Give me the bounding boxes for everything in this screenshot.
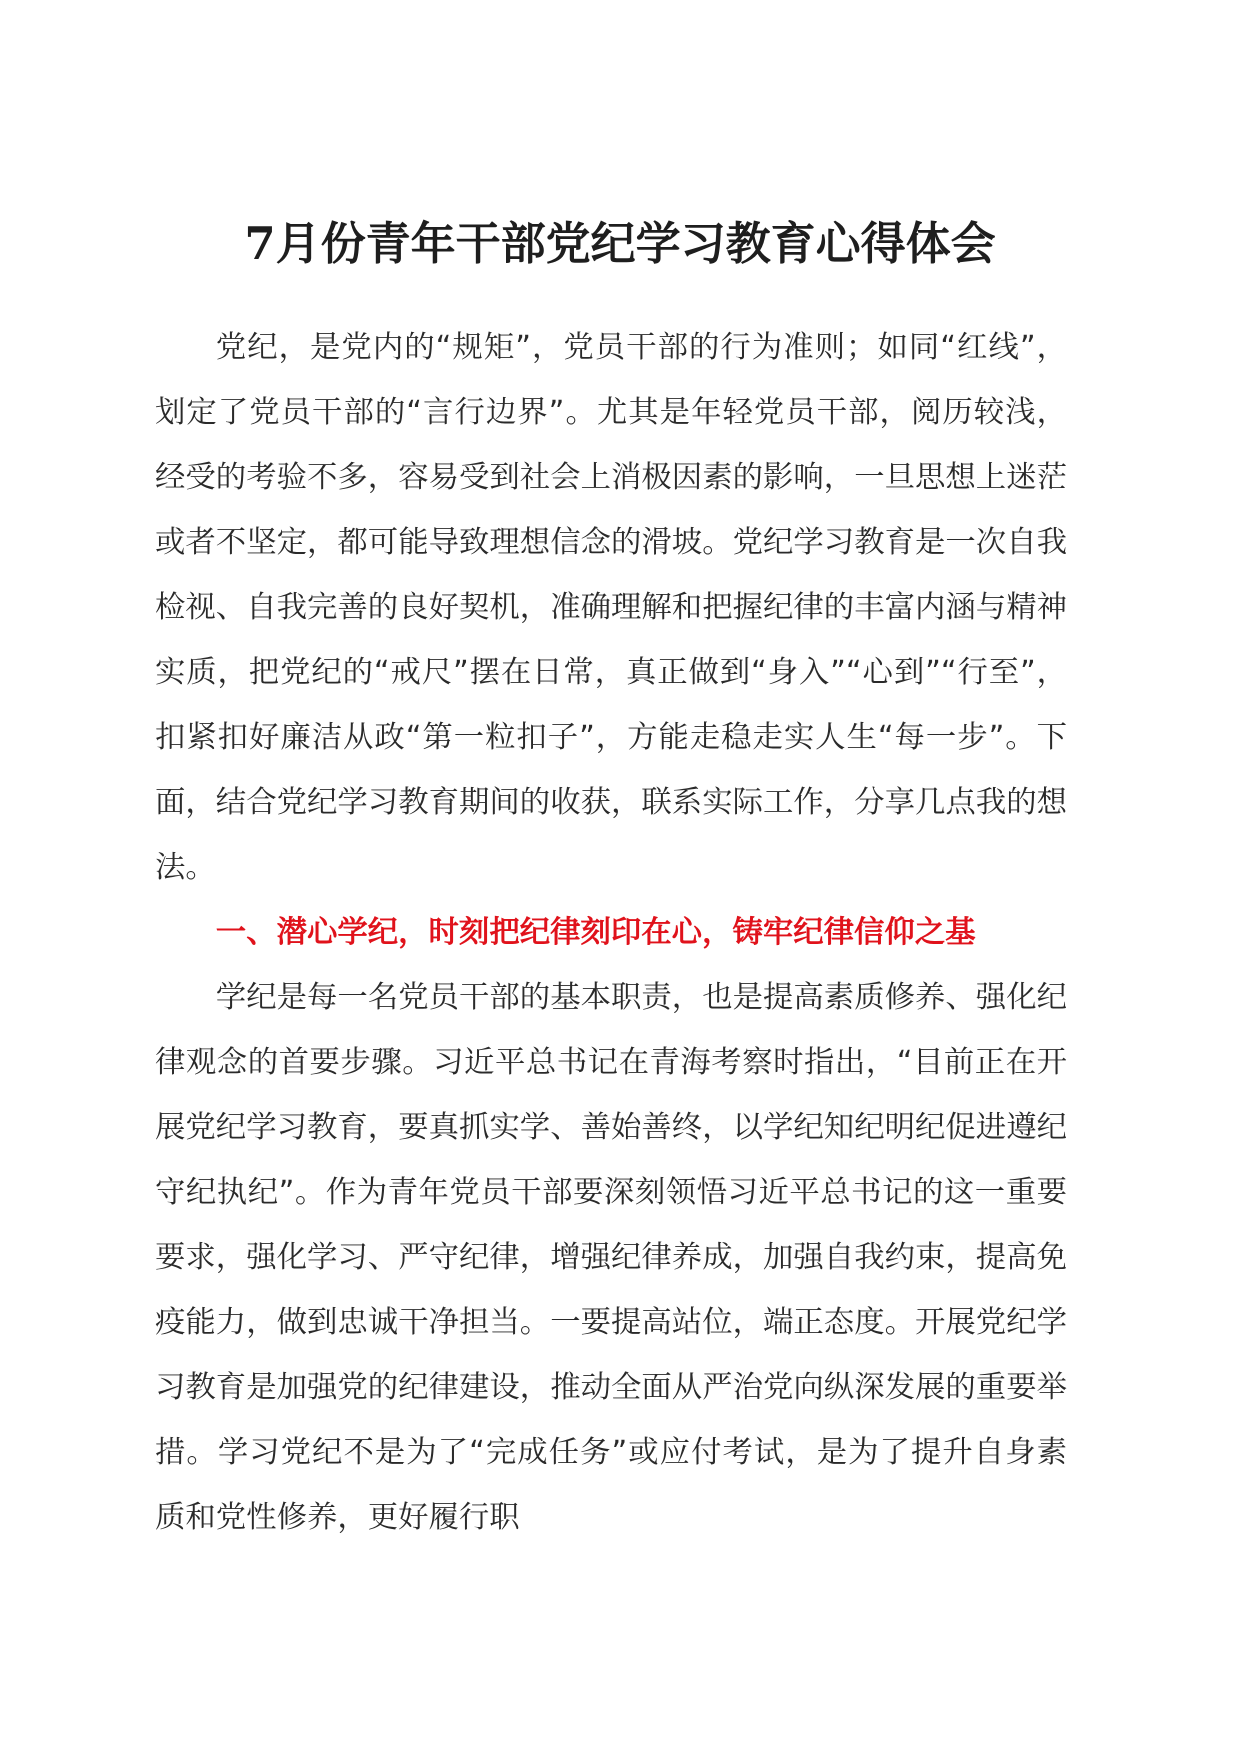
section-heading-1: 一、潜心学纪，时刻把纪律刻印在心，铸牢纪律信仰之基 (215, 915, 976, 950)
document-title: 7月份青年干部党纪学习教育心得体会 (244, 217, 996, 270)
section-1-paragraph: 学纪是每一名党员干部的基本职责，也是提高素质修养、强化纪律观念的首要步骤。习近平总书记在青海考察时指出，“目前正在开展党纪学习教育，要真抓实学、善始善终，以学纪知纪明纪促进遵纪守纪执纪”。作为青年党员干部要深刻领悟习近平总书记的这一重要要求，强化学习、严守纪律，增强纪律养成，加强自我约束，提高免疫能力，做到忠诚干净担当。一要提高站位，端正态度。开展党纪学习教育是加强党的纪律建设，推动全面从严治党向纵深发展的重要举措。学习党纪不是为了“完成任务”或应付考试，是为了提升自身素质和党性修养，更好履行职 (155, 980, 1067, 1535)
intro-paragraph: 党纪，是党内的“规矩”，党员干部的行为准则；如同“红线”，划定了党员干部的“言行边界”。尤其是年轻党员干部，阅历较浅，经受的考验不多，容易受到社会上消极因素的影响，一旦思想上迷茫或者不坚定，都可能导致理想信念的滑坡。党纪学习教育是一次自我检视、自我完善的良好契机，准确理解和把握纪律的丰富内涵与精神实质，把党纪的“戒尺”摆在日常，真正做到“身入”“心到”“行至”，扣紧扣好廉洁从政“第一粒扣子”，方能走稳走实人生“每一步”。下面，结合党纪学习教育期间的收获，联系实际工作，分享几点我的想法。 (155, 330, 1067, 885)
document-body (155, 315, 1067, 1550)
